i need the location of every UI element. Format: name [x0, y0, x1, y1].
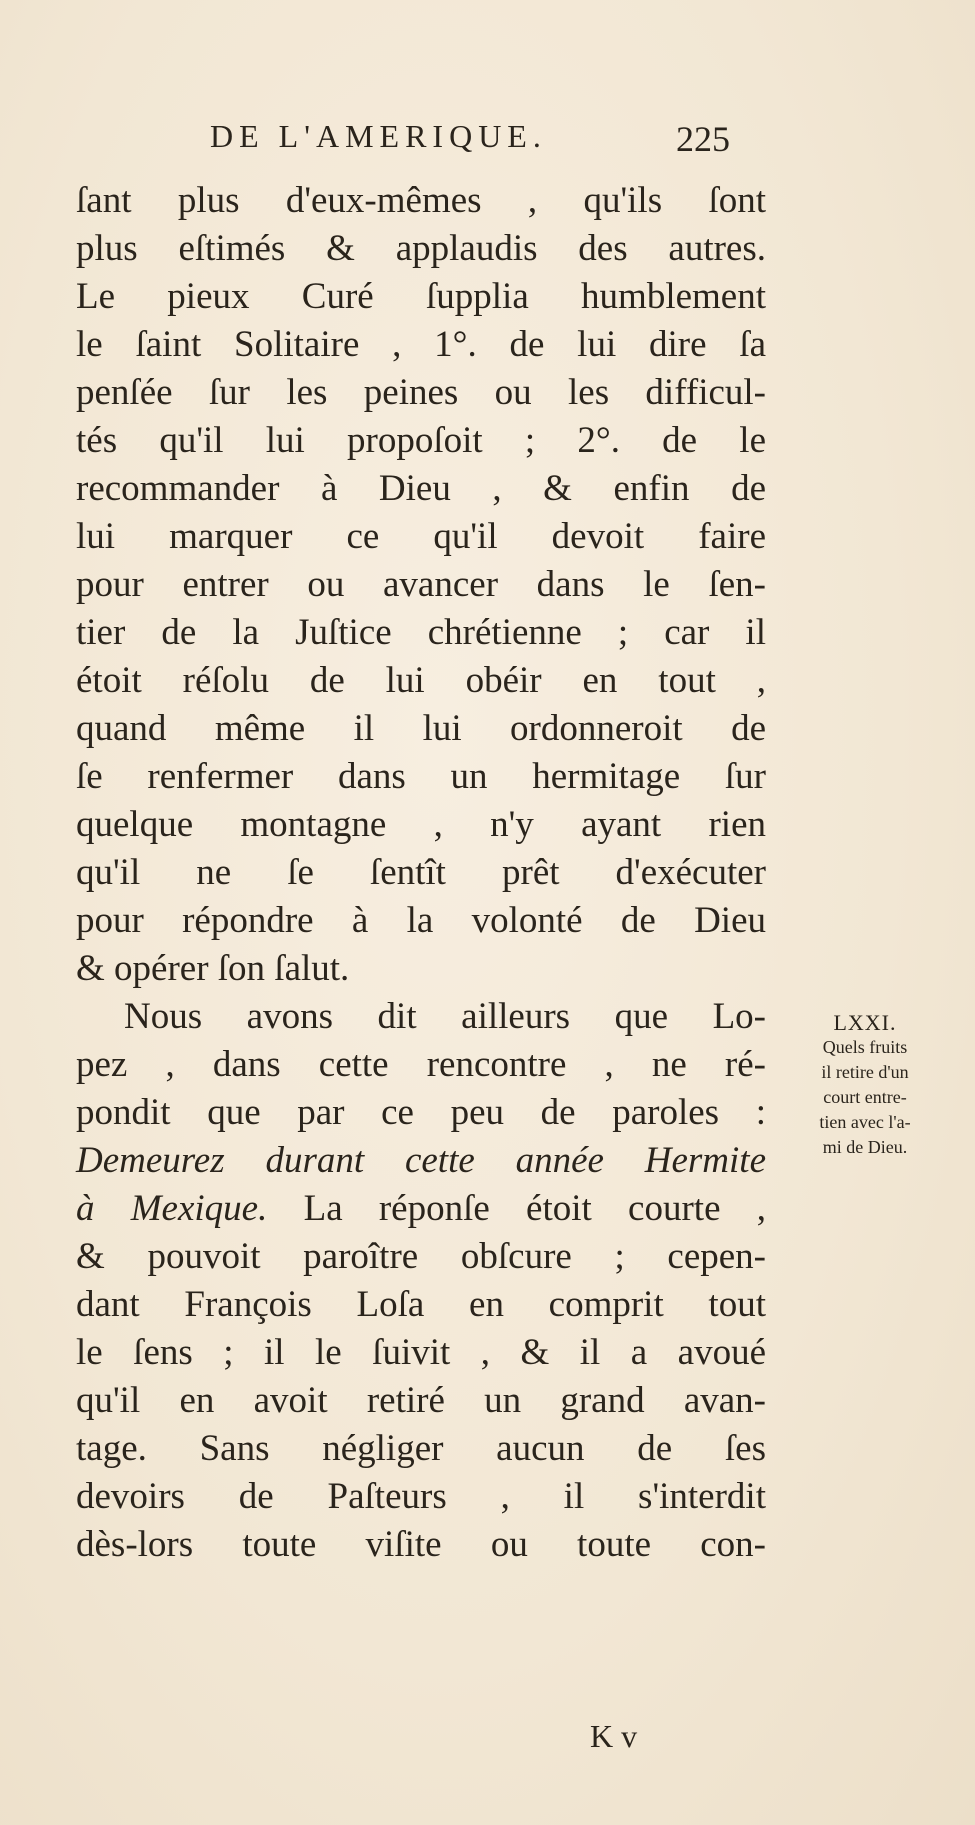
- margin-note-line: Quels fruits: [822, 1037, 908, 1057]
- text-line-paragraph-end: & opérer ſon ſalut.: [76, 948, 350, 989]
- text-line: lui marquer ce qu'il devoit faire: [76, 516, 766, 557]
- text-line: devoirs de Paſteurs , il s'interdit: [76, 1476, 766, 1517]
- signature-mark: K v: [590, 1718, 638, 1754]
- text-line: le ſaint Solitaire , 1°. de lui dire ſa: [76, 324, 766, 365]
- text-line: pondit que par ce peu de paroles :: [76, 1092, 766, 1133]
- roman-phrase: La réponſe étoit courte ,: [267, 1188, 766, 1229]
- text-line: qu'il ne ſe ſentît prêt d'exécuter: [76, 852, 766, 893]
- margin-note-number: LXXI.: [833, 1010, 897, 1035]
- text-line: tier de la Juſtice chrétienne ; car il: [76, 612, 766, 653]
- text-line: Le pieux Curé ſupplia humblement: [76, 276, 766, 317]
- margin-note-line: mi de Dieu.: [822, 1137, 908, 1157]
- text-line: qu'il en avoit retiré un grand avan-: [76, 1380, 766, 1421]
- italic-phrase: à Mexique.: [76, 1188, 268, 1229]
- text-line: ſe renfermer dans un hermitage ſur: [76, 756, 766, 797]
- text-line: quelque montagne , n'y ayant rien: [76, 804, 766, 845]
- running-title: DE L'AMERIQUE.: [210, 118, 547, 154]
- text-line: penſée ſur les peines ou les difficul-: [76, 372, 766, 413]
- text-line: dès-lors toute viſite ou toute con-: [76, 1524, 766, 1565]
- text-line: pour répondre à la volonté de Dieu: [76, 900, 766, 941]
- text-line: pez , dans cette rencontre , ne ré-: [76, 1044, 766, 1085]
- text-line: pour entrer ou avancer dans le ſen-: [76, 564, 766, 605]
- text-line: dant François Loſa en comprit tout: [76, 1284, 766, 1325]
- page-header: [210, 118, 730, 168]
- body-text: [76, 177, 766, 1569]
- text-line: & pouvoit paroître obſcure ; cepen-: [76, 1236, 766, 1277]
- text-line: recommander à Dieu , & enfin de: [76, 468, 766, 509]
- text-line-italic: Demeurez durant cette année Hermite: [76, 1140, 766, 1181]
- text-line: tage. Sans négliger aucun de ſes: [76, 1428, 766, 1469]
- margin-note-line: court entre-: [823, 1087, 907, 1107]
- text-line-mixed: [76, 1185, 766, 1233]
- text-line: étoit réſolu de lui obéir en tout ,: [76, 660, 766, 701]
- margin-note-line: tien avec l'a-: [819, 1112, 911, 1132]
- text-line: tés qu'il lui propoſoit ; 2°. de le: [76, 420, 766, 461]
- text-line: le ſens ; il le ſuivit , & il a avoué: [76, 1332, 766, 1373]
- text-line-paragraph-start: Nous avons dit ailleurs que Lo-: [124, 996, 766, 1037]
- margin-note-line: il retire d'un: [821, 1062, 909, 1082]
- text-line: ſant plus d'eux-mêmes , qu'ils ſont: [76, 180, 766, 221]
- page-number: 225: [676, 119, 730, 159]
- text-line: quand même il lui ordonneroit de: [76, 708, 766, 749]
- text-line: plus eſtimés & applaudis des autres.: [76, 228, 766, 269]
- margin-note: [770, 1010, 960, 1160]
